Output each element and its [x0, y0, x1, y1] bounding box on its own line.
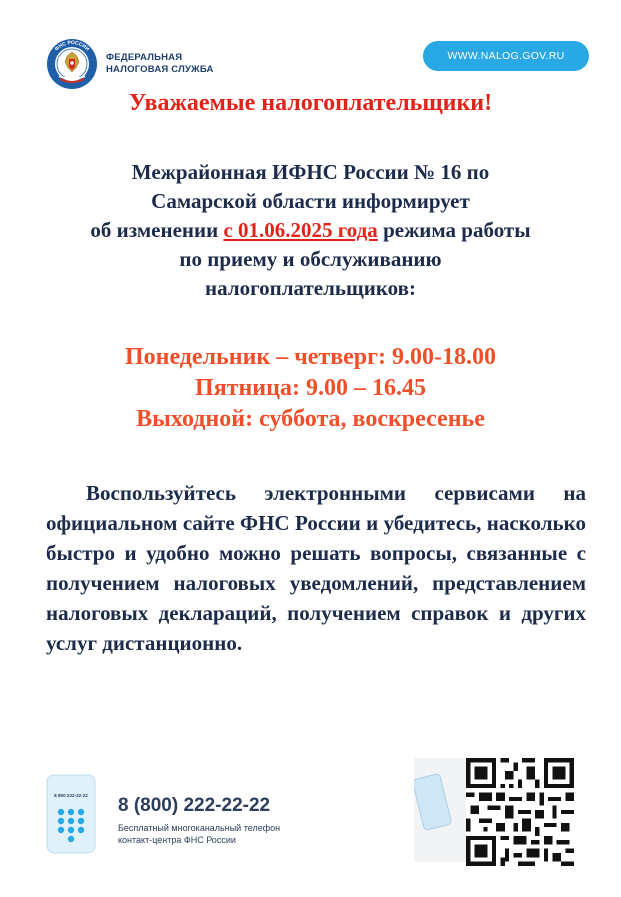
intro-line: налогоплательщиков:: [205, 276, 416, 300]
fns-emblem-icon: [46, 38, 98, 90]
footer: [46, 770, 581, 870]
contact-phone-number[interactable]: 8 (800) 222-22-22: [118, 795, 271, 816]
contact-phone-description: [118, 822, 280, 846]
organization-name-line2: НАЛОГОВАЯ СЛУЖБА: [106, 64, 214, 75]
work-schedule: [0, 342, 621, 435]
phone-screen-number: 8 800 222-22-22: [54, 793, 88, 798]
organization-name-line1: ФЕДЕРАЛЬНАЯ: [106, 52, 183, 63]
header: [46, 38, 589, 94]
schedule-weekend: Выходной: суббота, воскресенье: [136, 406, 485, 432]
intro-line: [0, 216, 621, 245]
schedule-weekdays: Понедельник – четверг: 9.00-18.00: [124, 344, 497, 370]
intro-text: об изменении: [90, 218, 224, 242]
svg-text:ФНС РОССИИ: ФНС РОССИИ: [53, 39, 91, 53]
effective-date: с 01.06.2025 года: [223, 218, 378, 242]
phone-keypad-icon: [46, 774, 96, 854]
smartphone-icon: [414, 758, 470, 862]
phone-description-line1: Бесплатный многоканальный телефон: [118, 823, 281, 833]
organization-name: [106, 52, 214, 76]
intro-text: режима работы: [377, 218, 531, 242]
schedule-friday: Пятница: 9.00 – 16.45: [195, 375, 426, 401]
phone-description-line2: контакт-центра ФНС России: [118, 835, 236, 845]
qr-code-icon[interactable]: [466, 758, 574, 866]
intro-paragraph: [0, 158, 621, 303]
website-link[interactable]: WWW.NALOG.GOV.RU: [423, 41, 589, 71]
intro-line: по приему и обслуживанию: [179, 247, 442, 271]
intro-line: Межрайонная ИФНС России № 16 по: [131, 160, 490, 184]
intro-line: Самарской области информирует: [151, 189, 470, 213]
greeting-heading: Уважаемые налогоплательщики!: [128, 90, 493, 116]
services-paragraph: Воспользуйтесь электронными сервисами на официальном сайте ФНС России и убедитесь, насколько быстро и удобно можно решать вопросы, связанные с получением налоговых уведомлений, представлением налоговых деклараций, получением справок и других услуг дистанционно.: [46, 481, 586, 655]
